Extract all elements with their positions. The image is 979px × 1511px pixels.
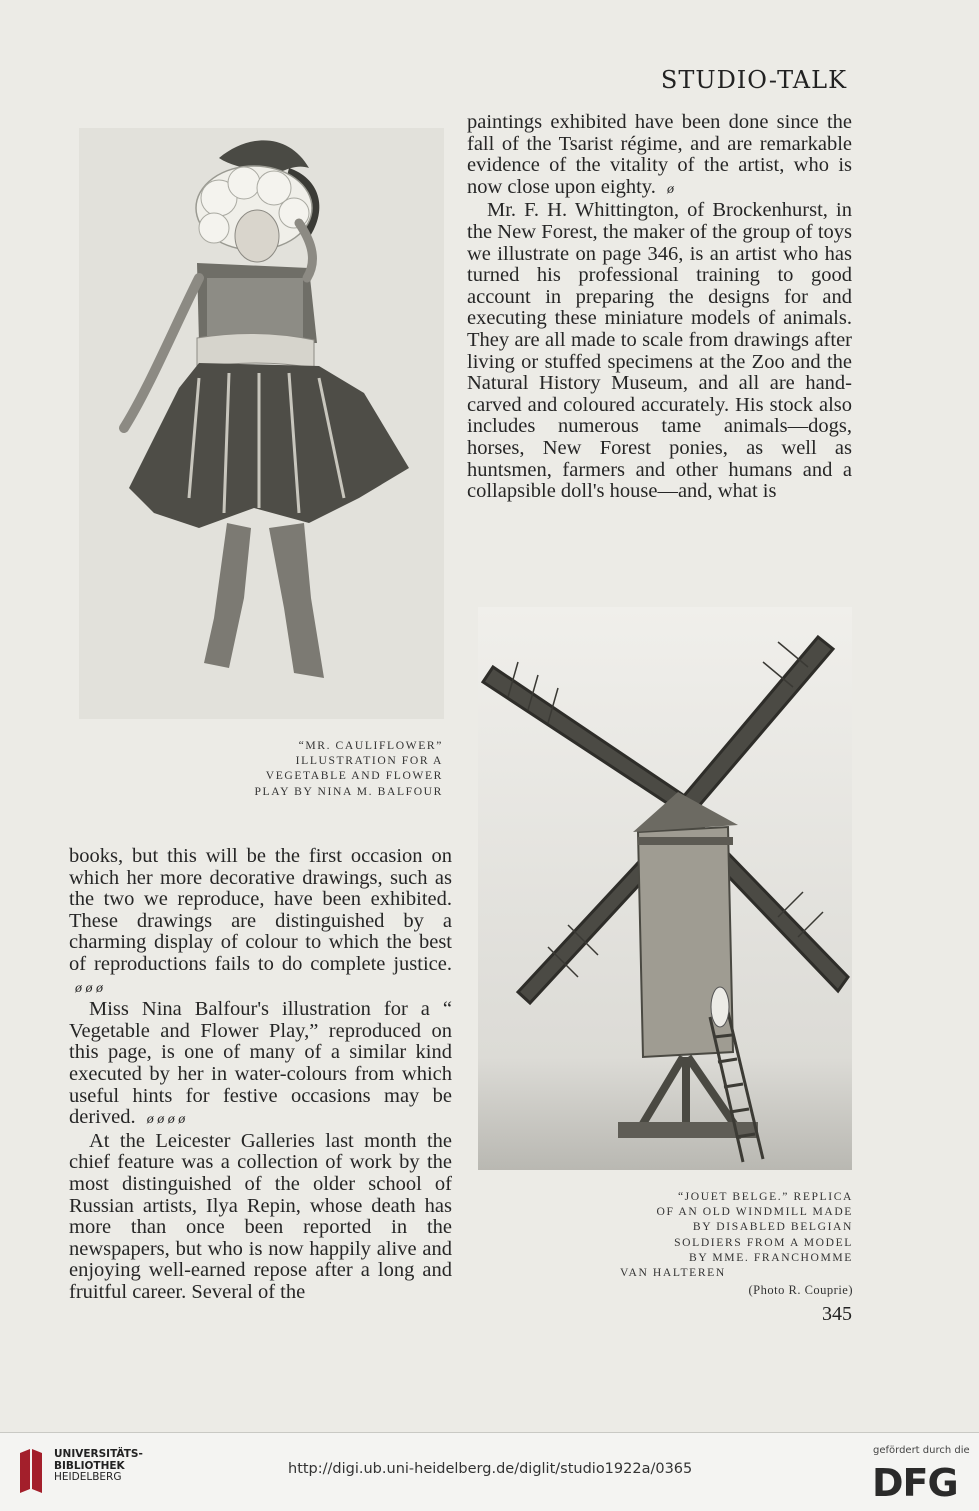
institution-line: HEIDELBERG xyxy=(54,1471,122,1483)
cauliflower-figure-drawing xyxy=(79,128,444,719)
paragraph: At the Leicester Galleries last month the chief feature was a collection of work by the most distinguished of the older school of Russian artists, Ilya Repin, whose death has more than once been reported in the newspapers, but who is now happily alive and enjoying well-earned repose after a long and fruitful career. Several of the xyxy=(69,1129,452,1303)
institution-line: BIBLIOTHEK xyxy=(54,1459,125,1472)
caption-line: VAN HALTEREN xyxy=(620,1266,726,1280)
paragraph: Miss Nina Balfour's illustration for a “ Vegetable and Flower Play,” reproduced on this page, is one of many of a similar kind executed by her in water-colours from which useful hints for festive occasions may be derived. ø ø ø ø xyxy=(69,998,452,1129)
caption-line: OF AN OLD WINDMILL MADE xyxy=(656,1205,853,1219)
right-column-text xyxy=(467,112,852,503)
windmill-caption xyxy=(620,1189,853,1280)
photo-credit: (Photo R. Couprie) xyxy=(748,1283,853,1297)
institution-line: UNIVERSITÄTS- xyxy=(54,1448,143,1460)
cauliflower-illustration xyxy=(79,128,444,719)
caption-line: “MR. CAULIFLOWER” xyxy=(298,739,443,752)
paragraph: Mr. F. H. Whittington, of Brockenhurst, in the New Forest, the maker of the group of toys we illustrate on page 346, is an artist who has turned his professional training to good account in preparing the designs for and executing these miniature models of animals. They are all made to scale from drawings after living or stuffed specimens at the Zoo and the Natural History Museum, and all are hand-carved and coloured accurately. His stock also includes numerous tame animals—dogs, horses, New Forest ponies, as well as huntsmen, farmers and other humans and a collapsible doll's house—and, what is xyxy=(467,199,852,503)
caption-line: “JOUET BELGE.” REPLICA xyxy=(677,1190,853,1203)
running-head: STUDIO-TALK xyxy=(660,66,847,94)
digitization-footer xyxy=(0,1432,979,1511)
page-number: 345 xyxy=(822,1303,852,1325)
caption-line: SOLDIERS FROM A MODEL xyxy=(674,1235,853,1249)
caption-line: ILLUSTRATION FOR A xyxy=(295,754,443,768)
ornament-icon: ø ø ø xyxy=(75,980,103,996)
institution-name xyxy=(54,1449,143,1484)
windmill-drawing xyxy=(478,607,852,1170)
caption-line: BY DISABLED BELGIAN xyxy=(692,1220,853,1234)
paragraph: paintings exhibited have been done since the fall of the Tsarist régime, and are remarkable evidence of the vitality of the artist, who is now close upon eighty. ø xyxy=(467,111,852,198)
cauliflower-caption xyxy=(209,738,443,799)
permalink[interactable]: http://digi.ub.uni-heidelberg.de/diglit/studio1922a/0365 xyxy=(288,1461,693,1477)
dfg-logo: DFG xyxy=(872,1461,958,1505)
caption-line: PLAY BY NINA M. BALFOUR xyxy=(254,784,443,798)
windmill-photograph xyxy=(478,607,852,1170)
caption-line: BY MME. FRANCHOMME xyxy=(689,1250,853,1264)
ornament-icon: ø ø ø ø xyxy=(146,1112,186,1128)
left-column-text xyxy=(69,846,452,1303)
ornament-icon: ø xyxy=(666,181,674,197)
caption-line: VEGETABLE AND FLOWER xyxy=(265,769,443,783)
paragraph: books, but this will be the first occasion on which her more decorative drawings, such as the two we reproduce, have been exhibited. These drawings are distinguished by a charming display of colour to which the best of reproductions fails to do complete justice. ø ø ø xyxy=(69,845,452,996)
funding-label: gefördert durch die xyxy=(873,1445,970,1456)
university-library-logo-icon xyxy=(16,1447,46,1495)
